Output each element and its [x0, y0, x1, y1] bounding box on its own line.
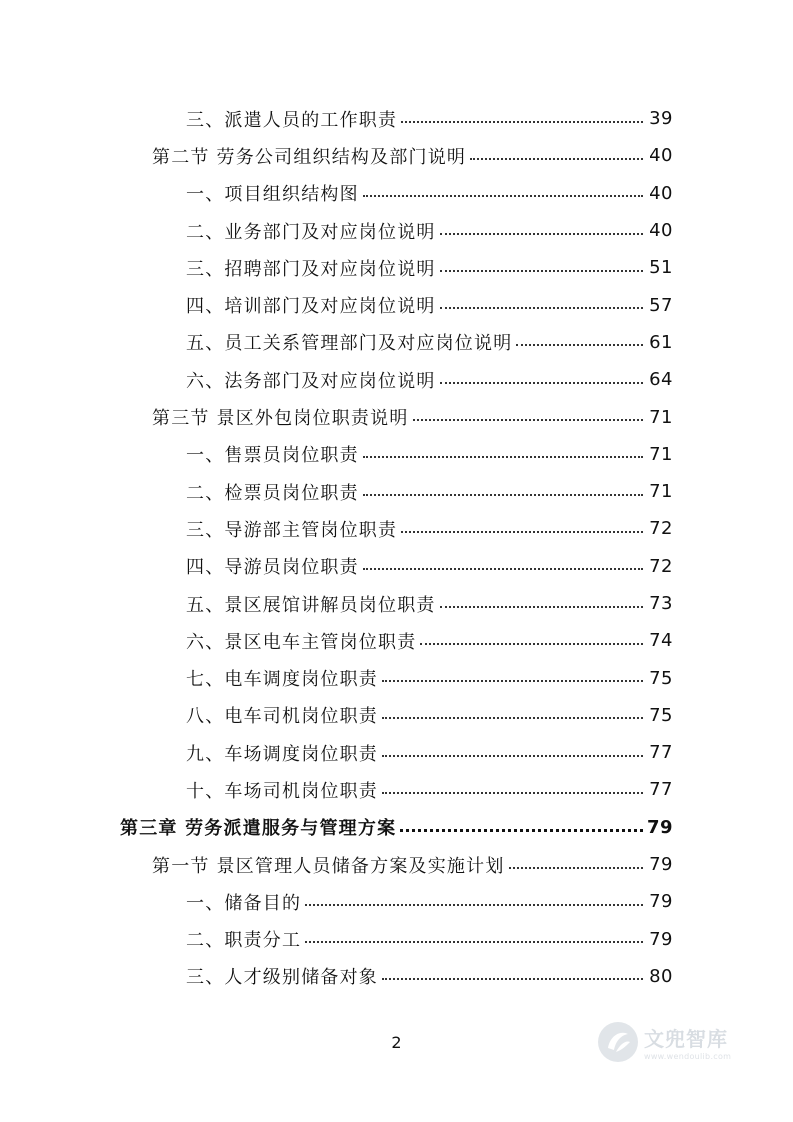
toc-entry[interactable]: [0, 398, 793, 435]
toc-dot-leader: [440, 233, 643, 235]
toc-entry-page: 40: [649, 220, 673, 242]
toc-dot-leader: [363, 568, 643, 570]
toc-dot-leader: [363, 494, 643, 496]
toc-dot-leader: [382, 978, 643, 980]
toc-entry-page: 71: [649, 481, 673, 503]
toc-entry[interactable]: [0, 510, 793, 547]
toc-entry-page: 75: [649, 704, 673, 726]
toc-entry-title: 一、储备目的: [0, 889, 303, 915]
toc-entry-page: 64: [649, 369, 673, 391]
toc-entry-page: 57: [649, 294, 673, 316]
toc-dot-leader: [440, 270, 643, 272]
toc-dot-leader: [516, 344, 643, 346]
toc-entry-page: 71: [649, 406, 673, 428]
toc-entry-title: 二、职责分工: [0, 926, 303, 952]
toc-entry-title: 九、车场调度岗位职责: [0, 740, 380, 766]
toc-dot-leader: [305, 904, 643, 906]
toc-dot-leader: [382, 717, 643, 719]
toc-entry-page: 72: [649, 518, 673, 540]
table-of-contents: [0, 100, 793, 995]
toc-dot-leader: [363, 456, 643, 458]
toc-entry[interactable]: [0, 286, 793, 323]
toc-entry[interactable]: [0, 809, 793, 846]
toc-entry[interactable]: [0, 697, 793, 734]
toc-entry[interactable]: [0, 100, 793, 137]
toc-entry[interactable]: [0, 548, 793, 585]
toc-entry[interactable]: [0, 473, 793, 510]
toc-dot-leader: [382, 792, 643, 794]
toc-dot-leader: [509, 867, 643, 869]
toc-entry-page: 71: [649, 443, 673, 465]
toc-entry-title: 一、项目组织结构图: [0, 180, 361, 206]
toc-dot-leader: [382, 755, 643, 757]
toc-entry-title: 三、招聘部门及对应岗位说明: [0, 255, 438, 281]
toc-entry-title: 四、导游员岗位职责: [0, 553, 361, 579]
toc-entry-title: 六、景区电车主管岗位职责: [0, 628, 418, 654]
toc-entry-title: 第三章 劳务派遣服务与管理方案: [0, 814, 398, 840]
toc-entry-title: 第三节 景区外包岗位职责说明: [0, 404, 411, 430]
toc-entry-title: 第一节 景区管理人员储备方案及实施计划: [0, 852, 507, 878]
toc-entry-page: 61: [649, 331, 673, 353]
toc-dot-leader: [400, 829, 643, 832]
toc-entry-title: 七、电车调度岗位职责: [0, 665, 380, 691]
toc-entry-page: 79: [649, 891, 673, 913]
toc-entry-title: 三、人才级别储备对象: [0, 963, 380, 989]
page-number: 2: [391, 1033, 402, 1052]
toc-entry-page: 75: [649, 667, 673, 689]
toc-entry[interactable]: [0, 921, 793, 958]
toc-entry[interactable]: [0, 361, 793, 398]
toc-entry[interactable]: [0, 585, 793, 622]
toc-entry[interactable]: [0, 659, 793, 696]
toc-dot-leader: [305, 941, 643, 943]
wendou-logo-icon: [596, 1020, 640, 1064]
toc-entry[interactable]: [0, 436, 793, 473]
toc-entry-title: 五、员工关系管理部门及对应岗位说明: [0, 329, 514, 355]
toc-dot-leader: [440, 606, 643, 608]
toc-dot-leader: [440, 307, 643, 309]
toc-entry[interactable]: [0, 324, 793, 361]
toc-entry-page: 77: [649, 742, 673, 764]
watermark-title: 文兜智库: [644, 1027, 728, 1051]
toc-dot-leader: [382, 680, 643, 682]
toc-entry[interactable]: [0, 846, 793, 883]
toc-entry-title: 五、景区展馆讲解员岗位职责: [0, 591, 438, 617]
toc-dot-leader: [401, 121, 643, 123]
toc-entry[interactable]: [0, 883, 793, 920]
toc-entry-title: 二、检票员岗位职责: [0, 479, 361, 505]
toc-entry-page: 40: [649, 182, 673, 204]
toc-entry-title: 第二节 劳务公司组织结构及部门说明: [0, 143, 468, 169]
toc-entry-title: 三、派遣人员的工作职责: [0, 106, 399, 132]
toc-entry[interactable]: [0, 958, 793, 995]
toc-entry-page: 73: [649, 593, 673, 614]
toc-entry-page: 51: [649, 257, 673, 279]
toc-entry-title: 四、培训部门及对应岗位说明: [0, 292, 438, 318]
toc-dot-leader: [440, 382, 643, 384]
toc-entry-page: 79: [649, 928, 673, 950]
toc-entry-page: 79: [649, 854, 673, 876]
toc-dot-leader: [420, 643, 643, 645]
toc-dot-leader: [401, 531, 643, 533]
toc-dot-leader: [363, 195, 643, 197]
toc-entry-title: 二、业务部门及对应岗位说明: [0, 218, 438, 244]
toc-entry[interactable]: [0, 771, 793, 808]
toc-entry-title: 六、法务部门及对应岗位说明: [0, 367, 438, 393]
toc-dot-leader: [413, 419, 643, 421]
toc-entry-page: 72: [649, 555, 673, 577]
toc-entry-page: 79: [647, 816, 674, 838]
toc-entry-page: 39: [649, 108, 673, 130]
watermark: [596, 1020, 731, 1064]
toc-entry-title: 一、售票员岗位职责: [0, 441, 361, 467]
toc-entry[interactable]: [0, 212, 793, 249]
watermark-url: www.wendoulib.com: [644, 1052, 732, 1061]
toc-entry[interactable]: [0, 734, 793, 771]
toc-entry-title: 十、车场司机岗位职责: [0, 777, 380, 803]
toc-entry[interactable]: [0, 175, 793, 212]
toc-entry[interactable]: [0, 622, 793, 659]
toc-entry[interactable]: [0, 249, 793, 286]
toc-entry-page: 80: [649, 965, 673, 987]
toc-dot-leader: [470, 158, 643, 160]
toc-entry-title: 三、导游部主管岗位职责: [0, 516, 399, 542]
toc-entry-title: 八、电车司机岗位职责: [0, 702, 380, 728]
toc-entry[interactable]: [0, 137, 793, 174]
toc-entry-page: 74: [649, 630, 673, 652]
toc-entry-page: 77: [649, 779, 673, 801]
toc-entry-page: 40: [649, 145, 673, 167]
